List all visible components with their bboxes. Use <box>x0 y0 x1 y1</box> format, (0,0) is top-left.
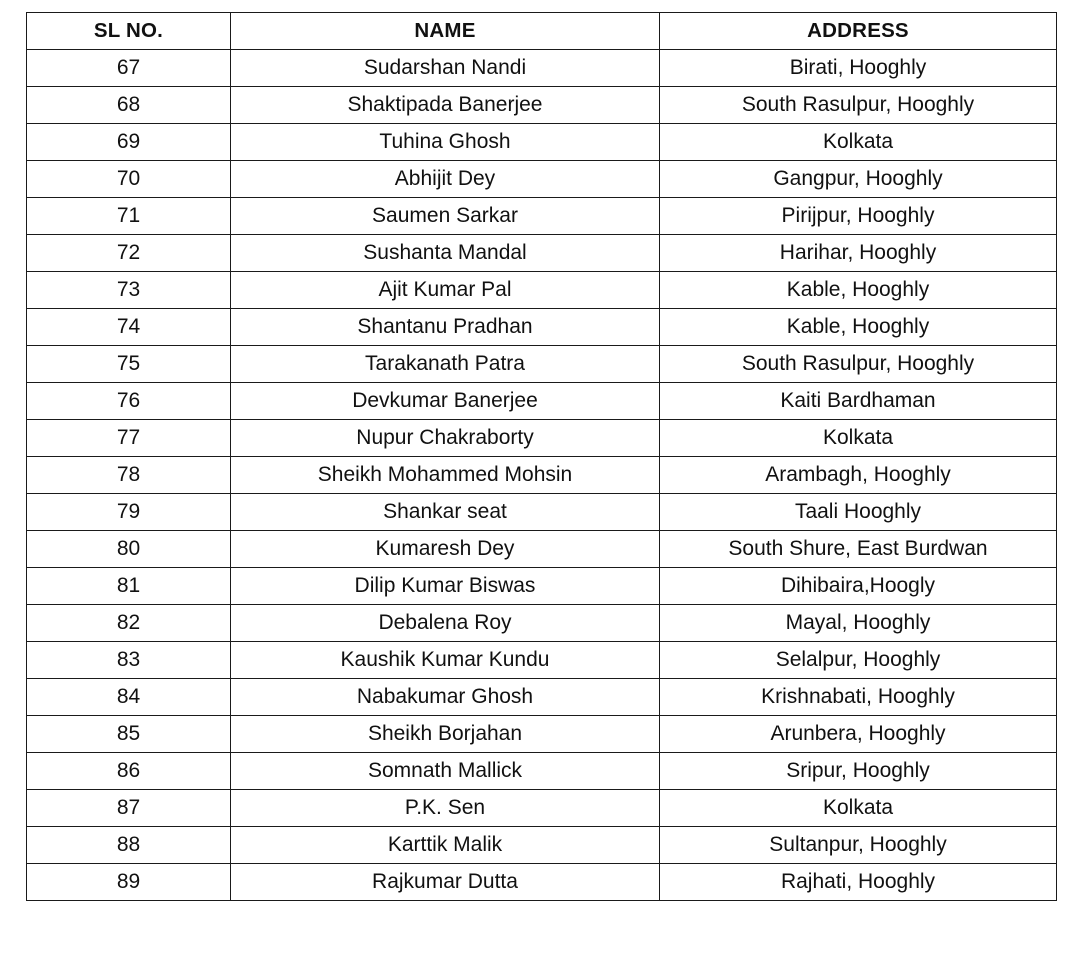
document-page <box>26 12 1057 901</box>
cell-sl-no: 77 <box>27 420 231 457</box>
cell-name: Debalena Roy <box>231 605 660 642</box>
cell-sl-no: 78 <box>27 457 231 494</box>
cell-address: Taali Hooghly <box>660 494 1057 531</box>
cell-name: Dilip Kumar Biswas <box>231 568 660 605</box>
table-body <box>27 50 1057 901</box>
cell-sl-no: 80 <box>27 531 231 568</box>
cell-address: Kaiti Bardhaman <box>660 383 1057 420</box>
cell-name: Devkumar Banerjee <box>231 383 660 420</box>
cell-name: Rajkumar Dutta <box>231 864 660 901</box>
table-row <box>27 864 1057 901</box>
column-header-sl-no: SL NO. <box>27 13 231 50</box>
cell-sl-no: 89 <box>27 864 231 901</box>
cell-name: Shaktipada Banerjee <box>231 87 660 124</box>
cell-name: Kumaresh Dey <box>231 531 660 568</box>
cell-name: Tarakanath Patra <box>231 346 660 383</box>
table-row <box>27 605 1057 642</box>
cell-name: Sushanta Mandal <box>231 235 660 272</box>
cell-address: Krishnabati, Hooghly <box>660 679 1057 716</box>
cell-name: Karttik Malik <box>231 827 660 864</box>
cell-sl-no: 72 <box>27 235 231 272</box>
cell-sl-no: 70 <box>27 161 231 198</box>
cell-sl-no: 86 <box>27 753 231 790</box>
cell-name: Tuhina Ghosh <box>231 124 660 161</box>
cell-sl-no: 68 <box>27 87 231 124</box>
cell-sl-no: 83 <box>27 642 231 679</box>
table-row <box>27 198 1057 235</box>
cell-name: Saumen Sarkar <box>231 198 660 235</box>
table-row <box>27 568 1057 605</box>
table-row <box>27 87 1057 124</box>
cell-sl-no: 69 <box>27 124 231 161</box>
cell-sl-no: 76 <box>27 383 231 420</box>
column-header-address: ADDRESS <box>660 13 1057 50</box>
cell-address: Dihibaira,Hoogly <box>660 568 1057 605</box>
table-row <box>27 494 1057 531</box>
cell-sl-no: 85 <box>27 716 231 753</box>
cell-sl-no: 81 <box>27 568 231 605</box>
cell-sl-no: 84 <box>27 679 231 716</box>
cell-name: Kaushik Kumar Kundu <box>231 642 660 679</box>
cell-address: Selalpur, Hooghly <box>660 642 1057 679</box>
table-row <box>27 383 1057 420</box>
cell-address: Gangpur, Hooghly <box>660 161 1057 198</box>
cell-name: Shantanu Pradhan <box>231 309 660 346</box>
table-row <box>27 827 1057 864</box>
cell-address: South Rasulpur, Hooghly <box>660 87 1057 124</box>
cell-name: Nabakumar Ghosh <box>231 679 660 716</box>
cell-name: Somnath Mallick <box>231 753 660 790</box>
member-table <box>26 12 1057 901</box>
cell-sl-no: 67 <box>27 50 231 87</box>
cell-address: Arunbera, Hooghly <box>660 716 1057 753</box>
table-row <box>27 124 1057 161</box>
cell-address: Birati, Hooghly <box>660 50 1057 87</box>
table-row <box>27 346 1057 383</box>
cell-address: Pirijpur, Hooghly <box>660 198 1057 235</box>
cell-address: Harihar, Hooghly <box>660 235 1057 272</box>
cell-address: Sripur, Hooghly <box>660 753 1057 790</box>
table-row <box>27 531 1057 568</box>
table-header <box>27 13 1057 50</box>
table-row <box>27 272 1057 309</box>
table-row <box>27 679 1057 716</box>
table-row <box>27 457 1057 494</box>
table-row <box>27 161 1057 198</box>
table-row <box>27 716 1057 753</box>
table-row <box>27 420 1057 457</box>
cell-address: Mayal, Hooghly <box>660 605 1057 642</box>
table-row <box>27 309 1057 346</box>
cell-sl-no: 74 <box>27 309 231 346</box>
table-row <box>27 753 1057 790</box>
cell-name: Sheikh Mohammed Mohsin <box>231 457 660 494</box>
cell-address: Sultanpur, Hooghly <box>660 827 1057 864</box>
table-row <box>27 50 1057 87</box>
column-header-name: NAME <box>231 13 660 50</box>
cell-name: Sudarshan Nandi <box>231 50 660 87</box>
cell-address: Kable, Hooghly <box>660 309 1057 346</box>
header-row <box>27 13 1057 50</box>
cell-name: Ajit Kumar Pal <box>231 272 660 309</box>
cell-address: South Rasulpur, Hooghly <box>660 346 1057 383</box>
cell-address: Kable, Hooghly <box>660 272 1057 309</box>
table-row <box>27 642 1057 679</box>
cell-name: Abhijit Dey <box>231 161 660 198</box>
cell-name: Shankar seat <box>231 494 660 531</box>
table-row <box>27 790 1057 827</box>
cell-sl-no: 73 <box>27 272 231 309</box>
cell-address: Rajhati, Hooghly <box>660 864 1057 901</box>
cell-name: Sheikh Borjahan <box>231 716 660 753</box>
cell-name: Nupur Chakraborty <box>231 420 660 457</box>
cell-address: Arambagh, Hooghly <box>660 457 1057 494</box>
cell-sl-no: 88 <box>27 827 231 864</box>
cell-sl-no: 87 <box>27 790 231 827</box>
cell-sl-no: 79 <box>27 494 231 531</box>
cell-address: Kolkata <box>660 124 1057 161</box>
cell-address: Kolkata <box>660 420 1057 457</box>
table-row <box>27 235 1057 272</box>
cell-address: Kolkata <box>660 790 1057 827</box>
cell-name: P.K. Sen <box>231 790 660 827</box>
cell-sl-no: 75 <box>27 346 231 383</box>
cell-sl-no: 71 <box>27 198 231 235</box>
cell-sl-no: 82 <box>27 605 231 642</box>
cell-address: South Shure, East Burdwan <box>660 531 1057 568</box>
